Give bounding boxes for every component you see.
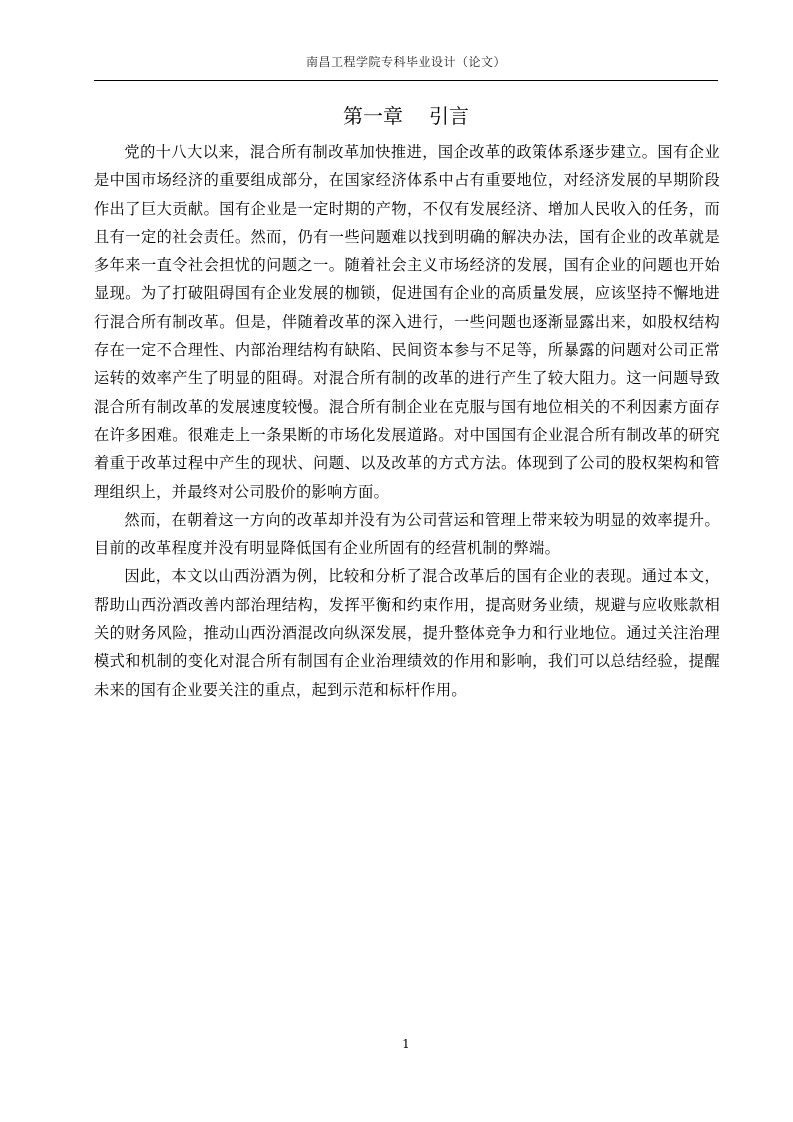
chapter-title: [94, 102, 718, 130]
body-text: [94, 138, 720, 704]
page-number: 1: [402, 1037, 410, 1051]
paragraph: 因此，本文以山西汾酒为例，比较和分析了混合改革后的国有企业的表现。通过本文，帮助山西汾酒改善内部治理结构，发挥平衡和约束作用，提高财务业绩，规避与应收账款相关的财务风险，推动山西汾酒混改向纵深发展，提升整体竞争力和行业地位。通过关注治理模式和机制的变化对混合所有制国有企业治理绩效的作用和影响，我们可以总结经验，提醒未来的国有企业要关注的重点，起到示范和标杆作用。: [94, 567, 720, 699]
chapter-name: 引言: [429, 104, 469, 128]
paragraph: 然而，在朝着这一方向的改革却并没有为公司营运和管理上带来较为明显的效率提升。目前的改革程度并没有明显降低国有企业所固有的经营机制的弊端。: [94, 510, 720, 558]
chapter-number: 第一章: [343, 104, 403, 128]
running-header: 南昌工程学院专科毕业设计（论文）: [305, 55, 506, 69]
paragraph: 党的十八大以来，混合所有制改革加快推进，国企改革的政策体系逐步建立。国有企业是中国市场经济的重要组成部分，在国家经济体系中占有重要地位，对经济发展的早期阶段作出了巨大贡献。国有企业是一定时期的产物，不仅有发展经济、增加人民收入的任务，而且有一定的社会责任。然而，仍有一些问题难以找到明确的解决办法，国有企业的改革就是多年来一直令社会担忧的问题之一。随着社会主义市场经济的发展，国有企业的问题也开始显现。为了打破阻碍国有企业发展的枷锁，促进国有企业的高质量发展，应该坚持不懈地进行混合所有制改革。但是，伴随着改革的深入进行，一些问题也逐渐显露出来，如股权结构存在一定不合理性、内部治理结构有缺陷、民间资本参与不足等，所暴露的问题对公司正常运转的效率产生了明显的阻碍。对混合所有制的改革的进行产生了较大阻力。这一问题导致混合所有制改革的发展速度较慢。混合所有制企业在克服与国有地位相关的不利因素方面存在许多困难。很难走上一条果断的市场化发展道路。对中国国有企业混合所有制改革的研究着重于改革过程中产生的现状、问题、以及改革的方式方法。体现到了公司的股权架构和管理组织上，并最终对公司股价的影响方面。: [94, 143, 720, 501]
header-divider: [94, 80, 718, 81]
